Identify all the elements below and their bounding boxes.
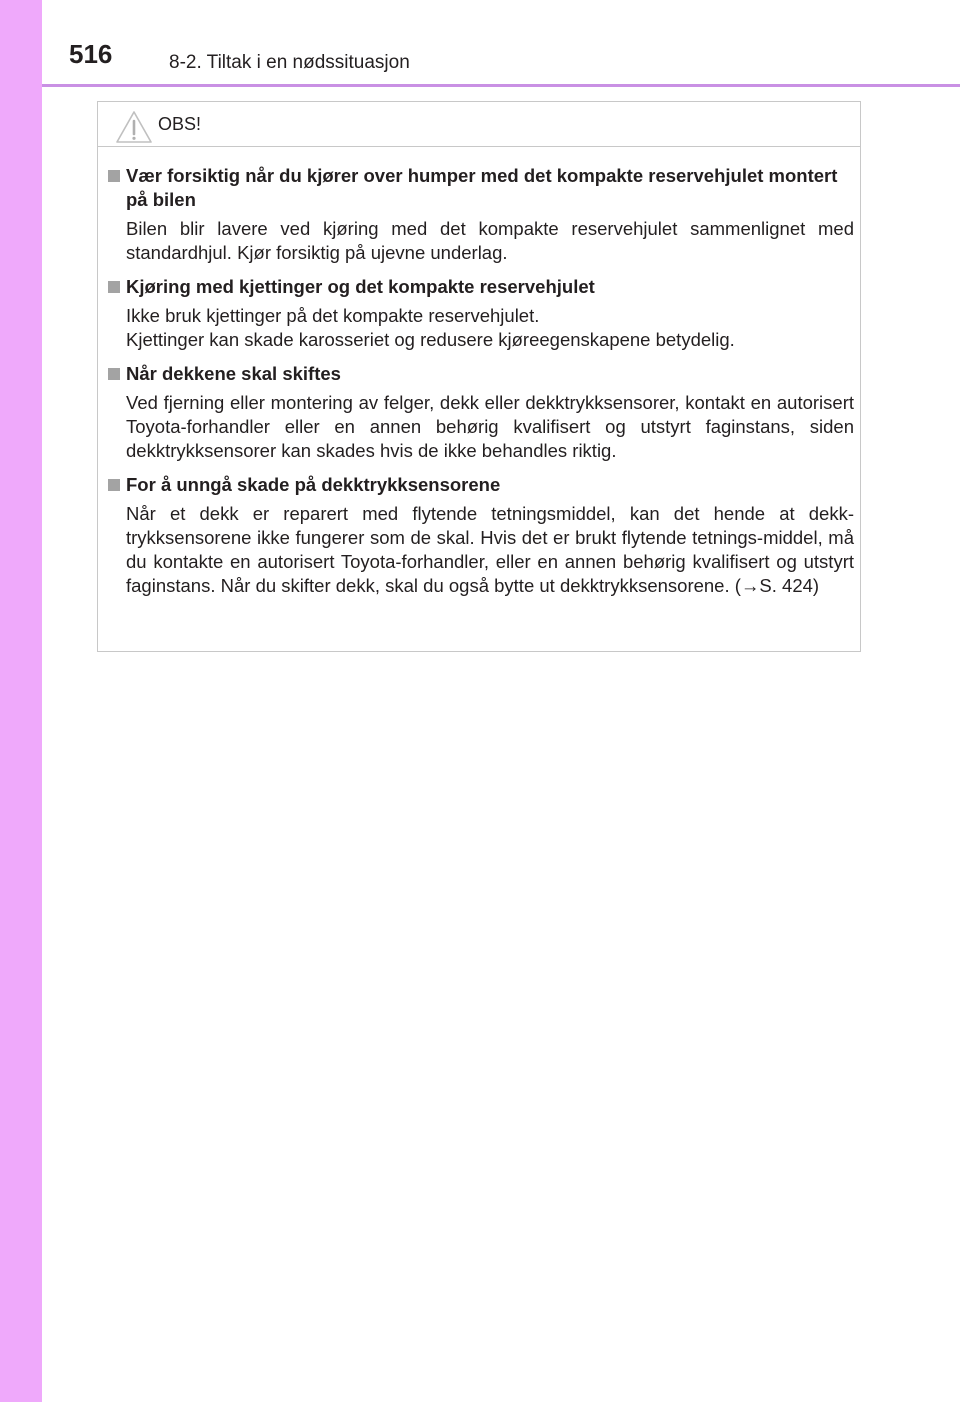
- section-body: [126, 391, 854, 463]
- warning-triangle-icon: [115, 110, 153, 144]
- caution-notice-content: [108, 164, 854, 608]
- square-bullet-icon: [108, 479, 120, 491]
- section-body: [126, 502, 854, 598]
- section-heading-text: For å unngå skade på dekktrykksensorene: [126, 474, 501, 495]
- section-heading: [108, 275, 854, 299]
- page-number: 516: [69, 39, 113, 69]
- section-body: [126, 304, 854, 352]
- square-bullet-icon: [108, 281, 120, 293]
- caution-notice-title: OBS!: [158, 114, 202, 134]
- section-paragraph: Kjettinger kan skade karosseriet og redusere kjøreegenskapene betydelig.: [126, 329, 735, 350]
- notice-section-chains: [108, 275, 854, 352]
- section-paragraph: Ikke bruk kjettinger på det kompakte reservehjulet.: [126, 305, 540, 326]
- section-heading-text: Kjøring med kjettinger og det kompakte reservehjulet: [126, 276, 595, 297]
- section-heading-text: Vær forsiktig når du kjører over humper med det kompakte reservehjulet montert på bilen: [126, 165, 838, 210]
- section-paragraph: Når et dekk er reparert med flytende tetningsmiddel, kan det hende at dekk-trykksensorene ikke fungerer som de skal. Hvis det er brukt flytende tetnings-middel, må du kontakte en autorisert Toyota-forhandler, eller en annen behørig kvalifisert og utstyrt faginstans. Når du skifter dekk, skal du også bytte ut dekktrykksensorene. (→S. 424): [126, 503, 854, 596]
- header-divider: [42, 84, 960, 87]
- section-paragraph: Ved fjerning eller montering av felger, dekk eller dekktrykksensorer, kontakt en autorisert Toyota-forhandler eller en annen behørig kvalifisert og utstyrt faginstans, siden dekktrykksensorer kan skades hvis de ikke behandles riktig.: [126, 392, 854, 461]
- section-heading: [108, 473, 854, 497]
- notice-section-tire-change: [108, 362, 854, 463]
- section-body: [126, 217, 854, 265]
- section-heading: [108, 362, 854, 386]
- side-color-band: [0, 0, 42, 1402]
- square-bullet-icon: [108, 368, 120, 380]
- notice-section-pressure-sensors: [108, 473, 854, 598]
- section-heading: [108, 164, 854, 212]
- section-title: 8-2. Tiltak i en nødssituasjon: [169, 52, 410, 73]
- square-bullet-icon: [108, 170, 120, 182]
- caution-notice-header: [98, 102, 860, 147]
- notice-section-bumps: [108, 164, 854, 265]
- section-heading-text: Når dekkene skal skiftes: [126, 363, 341, 384]
- section-paragraph: Bilen blir lavere ved kjøring med det kompakte reservehjulet sammenlignet med standardhjul. Kjør forsiktig på ujevne underlag.: [126, 218, 854, 263]
- caution-notice-box: [97, 101, 861, 652]
